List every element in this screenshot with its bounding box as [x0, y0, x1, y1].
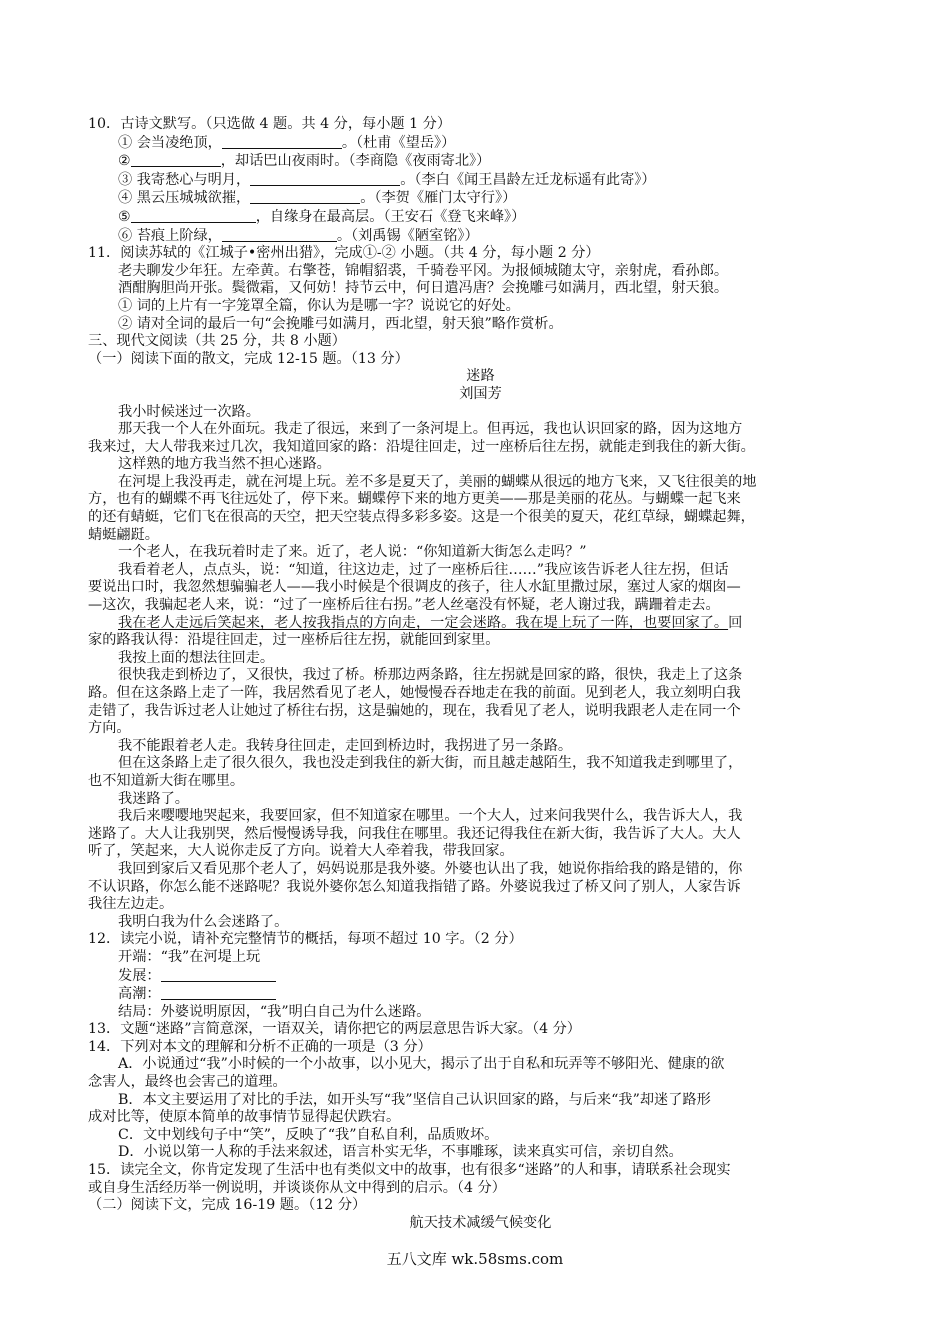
exam-page	[88, 116, 873, 1232]
story-line: 在河堤上我没再走，就在河堤上玩。差不多是夏天了，美丽的蝴蝶从很远的地方飞来，又飞往很美的地	[118, 473, 757, 490]
q10-item-4	[88, 189, 873, 208]
answer-blank[interactable]	[161, 985, 276, 1000]
q10-item-1-source: 。（杜甫《望岳》）	[341, 134, 456, 151]
q10-item-5	[88, 208, 873, 227]
story-line: 要说出口时，我忽然想骗骗老人——我小时候是个很调皮的孩子，往人水缸里撒过尿，塞过人家的烟囱—	[88, 579, 741, 596]
footer-watermark: 五八文库 wk.58sms.com	[386, 1250, 564, 1268]
q11-sub-1: ① 词的上片有一字笼罩全篇，你认为是哪一字？说说它的好处。	[118, 297, 520, 314]
q12-climax	[88, 985, 873, 1004]
answer-blank[interactable]	[250, 171, 400, 186]
q14-option-a-cont: 念害人，最终也会害己的道理。	[88, 1074, 287, 1091]
story-line: 我来过，大人带我来过几次，我知道回家的路：沿堤往回走，过一座桥后往左拐，就能走到我住的新大街。	[88, 438, 755, 455]
q10-item-3-text: ③ 我寄愁心与明月，	[118, 171, 251, 188]
q14-option-b-cont: 成对比等，使原本简单的故事情节显得起伏跌宕。	[88, 1109, 401, 1126]
q10-item-2-text: ，却话巴山夜雨时。（李商隐《夜雨寄北》）	[220, 153, 491, 170]
story-title: 迷路	[466, 368, 495, 385]
q12-development-label: 发展：	[118, 967, 161, 984]
story-line: 我明白我为什么会迷路了。	[118, 913, 289, 930]
q15-heading-cont: 或自身生活经历举一例说明，并谈谈你从文中得到的启示。（4 分）	[88, 1179, 506, 1196]
q10-item-1	[88, 134, 873, 153]
story-line: 很快我走到桥边了，又很快，我过了桥。桥那边两条路，往左拐就是回家的路，很快，我走上了这条	[118, 667, 743, 684]
answer-blank[interactable]	[222, 227, 337, 242]
story-line: 的还有蜻蜓，它们飞在很高的天空，把天空装点得多彩多姿。这是一个很美的夏天，花红草绿，蝴蝶起舞，	[88, 509, 755, 526]
story-line: 一个老人，在我玩着时走了来。近了，老人说：“你知道新大街怎么走吗？”	[118, 544, 587, 561]
article-title: 航天技术减缓气候变化	[409, 1214, 552, 1231]
q14-heading: 14．下列对本文的理解和分析不正确的一项是（3 分）	[88, 1038, 432, 1055]
underlined-sentence: 我在老人走远后笑起来，老人按我指点的方向走，一定会迷路。我在堤上玩了一阵，也要回家了。	[118, 614, 729, 631]
story-line: 走错了，我告诉过老人让她过了桥往右拐，这是骗她的，现在，我看见了老人，说明我跟老人走在同一个	[88, 702, 741, 719]
q12-heading: 12．读完小说，请补充完整情节的概括，每项不超过 10 字。（2 分）	[88, 931, 523, 948]
story-line-tail: 回	[728, 614, 743, 631]
story-line: 也不知道新大街在哪里。	[88, 772, 245, 789]
section-3-part-2: （二）阅读下文，完成 16-19 题。（12 分）	[88, 1197, 367, 1214]
q10-item-4-source: 。（李贺《雁门太守行》）	[360, 190, 517, 207]
story-line: 我往左边走。	[88, 896, 174, 913]
answer-blank[interactable]	[131, 208, 256, 223]
story-line: 我回到家后又看见那个老人了，妈妈说那是我外婆。外婆也认出了我，她说你指给我的路是错的，你	[118, 860, 743, 877]
story-line: 家的路我认得：沿堤往回走，过一座桥后往左拐，就能回到家里。	[88, 632, 500, 649]
story-line: 路。但在这条路上走了一阵，我居然看见了老人，她慢慢吞吞地走在我的前面。见到老人，我立刻明白我	[88, 685, 741, 701]
q14-option-d: D．小说以第一人称的手法来叙述，语言朴实无华，不事雕琢，读来真实可信，亲切自然。	[118, 1144, 683, 1161]
story-line-underlined	[88, 615, 873, 633]
poem-line-2: 酒酣胸胆尚开张。鬓微霜，又何妨！持节云中，何日遣冯唐？会挽雕弓如满月，西北望，射天狼。	[118, 280, 729, 297]
q12-opening: 开端：“我”在河堤上玩	[118, 948, 261, 965]
section-3-heading: 三、现代文阅读（共 25 分，共 8 小题）	[88, 333, 346, 350]
q11-sub-2: ② 请对全词的最后一句“会挽雕弓如满月，西北望，射天狼”略作赏析。	[118, 315, 563, 332]
story-author: 刘国芳	[459, 385, 502, 402]
q10-item-5-text: ，自缘身在最高层。（王安石《登飞来峰》）	[255, 208, 526, 225]
answer-blank[interactable]	[250, 189, 360, 204]
q14-option-b: B．本文主要运用了对比的手法，如开头写“我”坚信自己认识回家的路，与后来“我”却迷了路形	[118, 1091, 711, 1108]
q10-item-2-num: ②	[118, 153, 131, 170]
q14-option-a: A．小说通过“我”小时候的一个小故事，以小见大，揭示了出于自私和玩弄等不够阳光、健康的欲	[118, 1056, 725, 1073]
story-line: 我迷路了。	[118, 790, 189, 807]
section-3-part-1: （一）阅读下面的散文，完成 12-15 题。（13 分）	[88, 350, 409, 367]
q10-heading: 10．古诗文默写。（只选做 4 题。共 4 分，每小题 1 分）	[88, 116, 452, 132]
story-line: —这次，我骗起老人来，说：“过了一座桥后往右拐。”老人丝毫没有怀疑，老人谢过我，蹒跚着走去。	[88, 597, 720, 614]
q12-ending: 结局：外婆说明原因，“我”明白自己为什么迷路。	[118, 1003, 431, 1020]
answer-blank[interactable]	[222, 134, 342, 149]
q10-item-6-text: ⑥ 苔痕上阶绿，	[118, 227, 222, 244]
q10-item-1-text: ① 会当凌绝顶，	[118, 134, 222, 151]
poem-line-1: 老夫聊发少年狂。左牵黄。右擎苍，锦帽貂裘，千骑卷平冈。为报倾城随太守，亲射虎，看孙郎。	[118, 262, 729, 279]
story-line: 方，也有的蝴蝶不再飞往远处了，停下来。蝴蝶停下来的地方更美——那是美丽的花丛。与蝴蝶一起飞来	[88, 491, 741, 508]
q10-item-5-num: ⑤	[118, 208, 131, 225]
answer-blank[interactable]	[161, 967, 276, 982]
story-line: 迷路了。大人让我别哭，然后慢慢诱导我，问我住在哪里。我还记得我住在新大街，我告诉了大人。大人	[88, 825, 741, 842]
story-line: 方向。	[88, 720, 131, 737]
story-line: 但在这条路上走了很久很久，我也没走到我住的新大街，而且越走越陌生，我不知道我走到哪里了，	[118, 755, 743, 772]
q10-item-3-source: 。（李白《闻王昌龄左迁龙标遥有此寄》）	[400, 171, 656, 188]
q10-item-4-text: ④ 黑云压城城欲摧，	[118, 190, 251, 207]
q11-heading: 11．阅读苏轼的《江城子•密州出猎》，完成①-② 小题。（共 4 分，每小题 2 分）	[88, 245, 600, 262]
story-line: 我看着老人，点点头，说：“知道，往这边走，过了一座桥后往……”我应该告诉老人往左拐，但话	[118, 561, 729, 578]
q10-item-2	[88, 152, 873, 171]
story-line: 那天我一个人在外面玩。我走了很远，来到了一条河堤上。但再远，我也认识回家的路，因为这地方	[118, 421, 743, 438]
story-line: 我后来嘤嘤地哭起来，我要回家，但不知道家在哪里。一个大人，过来问我哭什么，我告诉大人，我	[118, 808, 743, 825]
q13-heading: 13．文题“迷路”言简意深，一语双关，请你把它的两层意思告诉大家。（4 分）	[88, 1021, 581, 1038]
q10-item-6-source: 。（刘禹锡《陋室铭》）	[336, 227, 479, 244]
story-line: 我按上面的想法往回走。	[118, 649, 275, 666]
q10-item-3	[88, 171, 873, 190]
q10-item-6	[88, 227, 873, 246]
story-line: 这样熟的地方我当然不担心迷路。	[118, 456, 331, 473]
q15-heading: 15．读完全文，你肯定发现了生活中也有类似文中的故事，也有很多“迷路”的人和事，请联系社会现实	[88, 1162, 731, 1179]
q14-option-c: C．文中划线句子中“笑”，反映了“我”自私自利，品质败坏。	[118, 1126, 499, 1143]
story-line: 我不能跟着老人走。我转身往回走，走回到桥边时，我拐进了另一条路。	[118, 737, 573, 754]
story-line: 听了，笑起来，大人说你走反了方向。说着大人牵着我，带我回家。	[88, 843, 514, 860]
story-line: 不认识路，你怎么能不迷路呢？我说外婆你怎么知道我指错了路。外婆说我过了桥又问了别人，人家告诉	[88, 878, 741, 895]
answer-blank[interactable]	[131, 152, 221, 167]
story-line: 蜻蜓翩跹。	[88, 526, 159, 543]
q12-development	[88, 967, 873, 986]
story-line: 我小时候迷过一次路。	[118, 403, 260, 420]
q12-climax-label: 高潮：	[118, 986, 161, 1003]
